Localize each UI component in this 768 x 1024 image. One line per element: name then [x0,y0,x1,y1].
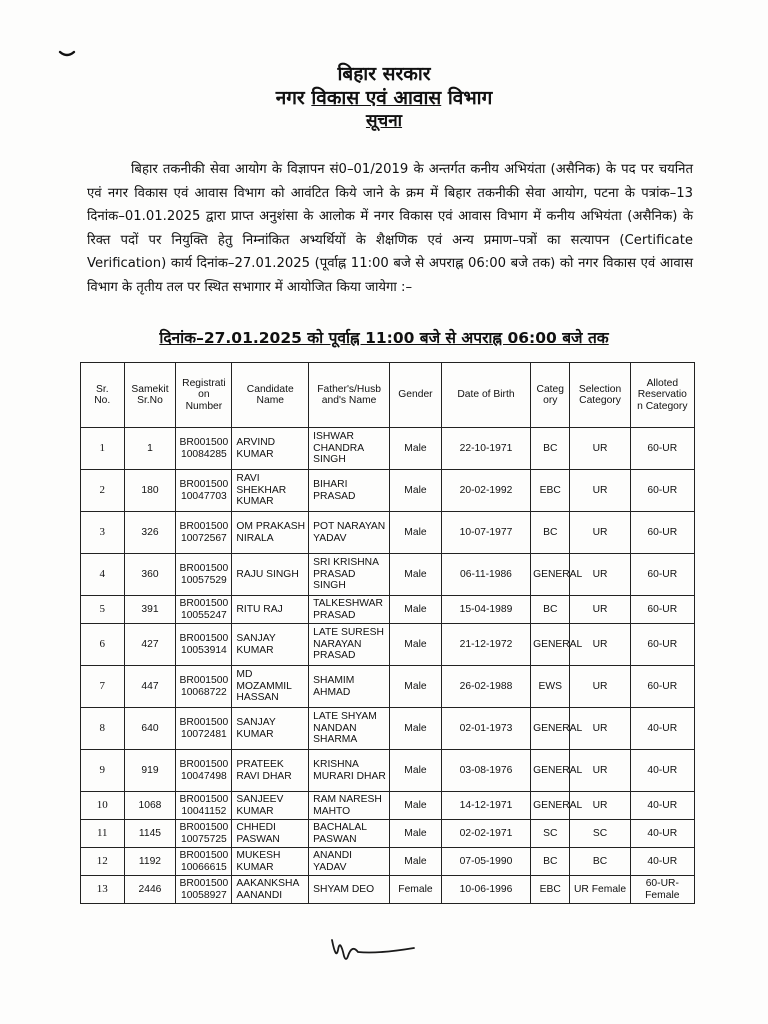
table-row [81,624,695,666]
cell-gender: Male [390,554,442,596]
col-header-samekit: Samekit Sr.No [124,363,176,428]
cell-samekit: 1192 [124,848,176,876]
cell-dob: 06-11-1986 [441,554,530,596]
registration-part-1: BR001500 [179,794,229,805]
cell-gender: Male [390,666,442,708]
registration-part-1: BR001500 [179,521,229,532]
cell-dob: 14-12-1971 [441,792,530,820]
department-title-suffix: विभाग [441,87,493,109]
cell-dob: 03-08-1976 [441,750,530,792]
notice-header [0,62,768,132]
cell-selection-category: UR Female [570,876,630,904]
registration-part-1: BR001500 [179,633,229,644]
registration-part-2: 10075725 [180,833,227,845]
cell-registration [176,792,232,820]
cell-father-name: LATE SURESH NARAYAN PRASAD [309,624,390,666]
registration-part-2: 10047498 [180,770,227,782]
cell-alloted-category: 60-UR [630,554,694,596]
cell-dob: 20-02-1992 [441,470,530,512]
cell-alloted-category: 60-UR-Female [630,876,694,904]
col-header-sr-no: Sr. No. [81,363,125,428]
cell-category: GENERAL [531,708,570,750]
col-header-gender: Gender [390,363,442,428]
cell-dob: 02-01-1973 [441,708,530,750]
cell-category: EWS [531,666,570,708]
cell-selection-category: BC [570,848,630,876]
cell-gender: Male [390,470,442,512]
cell-category: EBC [531,876,570,904]
cell-father-name: LATE SHYAM NANDAN SHARMA [309,708,390,750]
cell-selection-category: UR [570,750,630,792]
cell-alloted-category: 40-UR [630,848,694,876]
cell-samekit: 1 [124,428,176,470]
cell-sr-no: 12 [81,848,125,876]
cell-father-name: TALKESHWAR PRASAD [309,596,390,624]
cell-candidate-name: RAJU SINGH [232,554,309,596]
registration-part-1: BR001500 [179,717,229,728]
registration-part-1: BR001500 [179,479,229,490]
cell-category: GENERAL [531,792,570,820]
cell-dob: 21-12-1972 [441,624,530,666]
registration-part-2: 10072567 [180,532,227,544]
notice-title: सूचना [365,111,403,131]
registration-part-1: BR001500 [179,759,229,770]
cell-candidate-name: AAKANKSHA AANANDI [232,876,309,904]
cell-candidate-name: PRATEEK RAVI DHAR [232,750,309,792]
cell-selection-category: UR [570,512,630,554]
cell-registration [176,848,232,876]
cell-samekit: 640 [124,708,176,750]
cell-category: BC [531,512,570,554]
cell-alloted-category: 40-UR [630,750,694,792]
verification-date-heading: दिनांक–27.01.2025 को पूर्वाह्न 11:00 बजे से अपराह्न 06:00 बजे तक [159,329,609,347]
registration-part-2: 10047703 [180,490,227,502]
cell-father-name: SHAMIM AHMAD [309,666,390,708]
cell-registration [176,666,232,708]
table-row [81,428,695,470]
cell-samekit: 919 [124,750,176,792]
candidate-table [80,362,695,904]
cell-registration [176,876,232,904]
cell-sr-no: 6 [81,624,125,666]
cell-alloted-category: 60-UR [630,666,694,708]
cell-category: SC [531,820,570,848]
cell-gender: Male [390,596,442,624]
cell-selection-category: UR [570,554,630,596]
cell-sr-no: 10 [81,792,125,820]
registration-part-2: 10055247 [180,609,227,621]
registration-part-1: BR001500 [179,563,229,574]
cell-samekit: 1068 [124,792,176,820]
cell-dob: 26-02-1988 [441,666,530,708]
cell-samekit: 326 [124,512,176,554]
notice-paragraph: बिहार तकनीकी सेवा आयोग के विज्ञापन सं0–01/2019 के अन्तर्गत कनीय अभियंता (असैनिक) के पद पर चयनित एवं नगर विकास एवं आवास विभाग को आवंटित किये जाने के क्रम में बिहार तकनीकी सेवा आयोग, पटना के पत्रांक–13 दिनांक–01.01.2025 द्वारा प्राप्त अनुशंसा के आलोक में नगर विकास एवं आवास विभाग में कनीय अभियंता (असैनिक) के रिक्त पदों पर नियुक्ति हेतु निम्नांकित अभ्यर्थियों के शैक्षणिक एवं अन्य प्रमाण–पत्रों का सत्यापन (Certificate Verification) कार्य दिनांक–27.01.2025 (पूर्वाह्न 11:00 बजे से अपराह्न 06:00 बजे तक) को नगर विकास एवं आवास विभाग के तृतीय तल पर स्थित सभागार में आयोजित किया जायेगा :– [87,162,693,295]
cell-category: GENERAL [531,624,570,666]
cell-samekit: 447 [124,666,176,708]
cell-alloted-category: 40-UR [630,708,694,750]
cell-selection-category: UR [570,792,630,820]
cell-dob: 02-02-1971 [441,820,530,848]
table-body [81,428,695,904]
cell-sr-no: 2 [81,470,125,512]
cell-father-name: SHYAM DEO [309,876,390,904]
cell-alloted-category: 60-UR [630,470,694,512]
cell-gender: Male [390,792,442,820]
registration-part-2: 10068722 [180,686,227,698]
cell-dob: 07-05-1990 [441,848,530,876]
cell-samekit: 360 [124,554,176,596]
cell-father-name: BACHALAL PASWAN [309,820,390,848]
col-header-category: Categ ory [531,363,570,428]
table-row [81,848,695,876]
cell-father-name: RAM NARESH MAHTO [309,792,390,820]
cell-gender: Female [390,876,442,904]
cell-registration [176,820,232,848]
cell-father-name: KRISHNA MURARI DHAR [309,750,390,792]
registration-part-1: BR001500 [179,878,229,889]
registration-part-1: BR001500 [179,822,229,833]
corner-mark [58,44,76,62]
cell-category: BC [531,596,570,624]
cell-selection-category: UR [570,470,630,512]
cell-registration [176,554,232,596]
cell-sr-no: 11 [81,820,125,848]
cell-registration [176,750,232,792]
cell-candidate-name: OM PRAKASH NIRALA [232,512,309,554]
registration-part-2: 10057529 [180,574,227,586]
col-header-alloted-category: Alloted Reservatio n Category [630,363,694,428]
registration-part-2: 10072481 [180,728,227,740]
cell-alloted-category: 40-UR [630,792,694,820]
cell-selection-category: UR [570,428,630,470]
cell-sr-no: 8 [81,708,125,750]
cell-father-name: ANANDI YADAV [309,848,390,876]
signature [318,930,428,966]
table-row [81,470,695,512]
cell-father-name: BIHARI PRASAD [309,470,390,512]
cell-category: GENERAL [531,554,570,596]
cell-gender: Male [390,708,442,750]
cell-alloted-category: 60-UR [630,512,694,554]
table-header-row [81,363,695,428]
cell-sr-no: 4 [81,554,125,596]
table-row [81,512,695,554]
cell-dob: 22-10-1971 [441,428,530,470]
cell-candidate-name: MUKESH KUMAR [232,848,309,876]
cell-gender: Male [390,750,442,792]
table-row [81,554,695,596]
cell-candidate-name: SANJAY KUMAR [232,624,309,666]
cell-samekit: 391 [124,596,176,624]
cell-category: BC [531,428,570,470]
cell-selection-category: UR [570,624,630,666]
cell-father-name: POT NARAYAN YADAV [309,512,390,554]
cell-registration [176,624,232,666]
cell-samekit: 180 [124,470,176,512]
cell-samekit: 2446 [124,876,176,904]
department-title-prefix: नगर [275,87,312,109]
cell-sr-no: 5 [81,596,125,624]
cell-samekit: 1145 [124,820,176,848]
cell-sr-no: 13 [81,876,125,904]
cell-dob: 15-04-1989 [441,596,530,624]
cell-registration [176,596,232,624]
cell-gender: Male [390,820,442,848]
table-row [81,750,695,792]
col-header-candidate-name: Candidate Name [232,363,309,428]
registration-part-2: 10066615 [180,861,227,873]
cell-candidate-name: SANJAY KUMAR [232,708,309,750]
cell-gender: Male [390,512,442,554]
table-row [81,596,695,624]
cell-category: EBC [531,470,570,512]
cell-alloted-category: 60-UR [630,624,694,666]
cell-dob: 10-07-1977 [441,512,530,554]
col-header-father-name: Father's/Husb and's Name [309,363,390,428]
registration-part-2: 10041152 [181,805,227,817]
cell-sr-no: 1 [81,428,125,470]
cell-selection-category: UR [570,666,630,708]
col-header-selection-category: Selection Category [570,363,630,428]
cell-registration [176,708,232,750]
cell-samekit: 427 [124,624,176,666]
cell-registration [176,470,232,512]
cell-father-name: ISHWAR CHANDRA SINGH [309,428,390,470]
department-title-underlined: विकास एवं आवास [311,87,442,109]
cell-candidate-name: CHHEDI PASWAN [232,820,309,848]
registration-part-1: BR001500 [179,598,229,609]
cell-alloted-category: 60-UR [630,428,694,470]
cell-sr-no: 9 [81,750,125,792]
col-header-dob: Date of Birth [441,363,530,428]
cell-gender: Male [390,428,442,470]
cell-candidate-name: RAVI SHEKHAR KUMAR [232,470,309,512]
cell-candidate-name: RITU RAJ [232,596,309,624]
registration-part-2: 10058927 [180,889,227,901]
government-title: बिहार सरकार [337,63,431,85]
registration-part-2: 10053914 [180,644,227,656]
cell-sr-no: 3 [81,512,125,554]
registration-part-1: BR001500 [179,850,229,861]
cell-candidate-name: SANJEEV KUMAR [232,792,309,820]
department-title [0,86,768,110]
cell-category: BC [531,848,570,876]
table-row [81,876,695,904]
cell-sr-no: 7 [81,666,125,708]
registration-part-2: 10084285 [180,448,227,460]
table-row [81,708,695,750]
cell-gender: Male [390,624,442,666]
cell-candidate-name: MD MOZAMMIL HASSAN [232,666,309,708]
cell-candidate-name: ARVIND KUMAR [232,428,309,470]
table-row [81,820,695,848]
col-header-registration: Registrati on Number [176,363,232,428]
cell-selection-category: SC [570,820,630,848]
cell-dob: 10-06-1996 [441,876,530,904]
cell-registration [176,428,232,470]
cell-selection-category: UR [570,708,630,750]
table-row [81,666,695,708]
cell-alloted-category: 40-UR [630,820,694,848]
cell-father-name: SRI KRISHNA PRASAD SINGH [309,554,390,596]
cell-gender: Male [390,848,442,876]
cell-registration [176,512,232,554]
table-row [81,792,695,820]
registration-part-1: BR001500 [179,675,229,686]
cell-category: GENERAL [531,750,570,792]
cell-selection-category: UR [570,596,630,624]
registration-part-1: BR001500 [179,437,229,448]
cell-alloted-category: 60-UR [630,596,694,624]
